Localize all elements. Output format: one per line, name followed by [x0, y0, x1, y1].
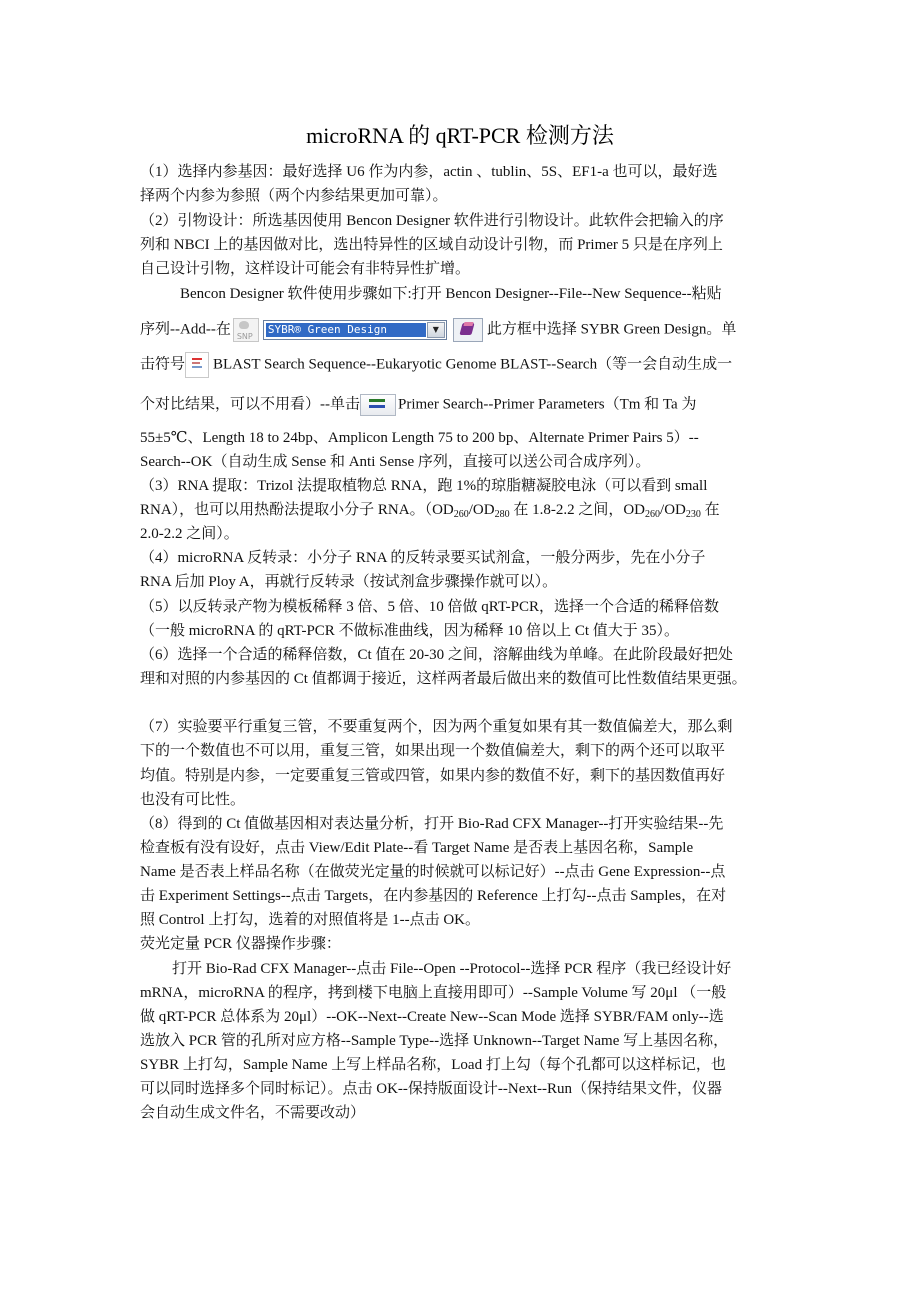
subscript: 280 [494, 509, 510, 520]
paragraph-line: （2）引物设计：所选基因使用 Bencon Designer 软件进行引物设计。此软件会把输入的序 [140, 213, 724, 229]
paragraph-line: 做 qRT-PCR 总体系为 20μl）--OK--Next--Create New--Scan Mode 选择 SYBR/FAM only--选 [140, 1009, 724, 1025]
paragraph-line: （3）RNA 提取：Trizol 法提取植物总 RNA，跑 1%的琼脂糖凝胶电泳（可以看到 small [140, 478, 708, 494]
book-page-shape [463, 322, 473, 326]
primer-icon-arrow [369, 399, 385, 402]
blast-search-icon[interactable] [185, 352, 209, 378]
paragraph-line-with-icons [140, 352, 732, 378]
paragraph-line: 照 Control 上打勾，选着的对照值将是 1--点击 OK。 [140, 912, 480, 928]
blast-icon-stroke [192, 362, 200, 364]
paragraph-line: 打开 Bio-Rad CFX Manager--点击 File--Open --Protocol--选择 PCR 程序（我已经设计好 [172, 961, 732, 977]
paragraph-line: 可以同时选择多个同时标记）。点击 OK--保持版面设计--Next--Run（保持结果文件，仪器 [140, 1081, 723, 1097]
paragraph-line: （5）以反转录产物为模板稀释 3 倍、5 倍、10 倍做 qRT-PCR，选择一个合适的稀释倍数 [140, 599, 719, 615]
blast-icon-stroke [192, 358, 202, 360]
inline-text: /OD [468, 502, 495, 518]
paragraph-line: 55±5℃、Length 18 to 24bp、Amplicon Length 75 to 200 bp、Alternate Primer Pairs 5）-- [140, 430, 699, 446]
section-heading: 荧光定量 PCR 仪器操作步骤： [140, 936, 341, 952]
paragraph-line: （6）选择一个合适的稀释倍数，Ct 值在 20-30 之间，溶解曲线为单峰。在此阶段最好把处 [140, 647, 733, 663]
paragraph-line: Search--OK（自动生成 Sense 和 Anti Sense 序列，直接可以送公司合成序列）。 [140, 454, 651, 470]
page-title: microRNA 的 qRT-PCR 检测方法 [306, 123, 614, 148]
paragraph-line: （8）得到的 Ct 值做基因相对表达量分析，打开 Bio-Rad CFX Manager--打开实验结果--先 [140, 816, 724, 832]
paragraph-line: SYBR 上打勾，Sample Name 上写上样品名称，Load 打上勾（每个孔都可以这样标记，也 [140, 1057, 726, 1073]
paragraph-line: （1）选择内参基因：最好选择 U6 作为内参，actin 、tublin、5S、EF1-a 也可以，最好选 [140, 164, 718, 180]
paragraph-line: RNA 后加 Ploy A，再就行反转录（按试剂盒步骤操作就可以）。 [140, 574, 558, 590]
paragraph-line: 选放入 PCR 管的孔所对应方格--Sample Type--选择 Unknown--Target Name 写上基因名称， [140, 1033, 729, 1049]
inline-text: 在 1.8-2.2 之间，OD [509, 502, 646, 518]
paragraph-line-with-icons [140, 318, 736, 342]
paragraph-line: （4）microRNA 反转录：小分子 RNA 的反转录要买试剂盒，一般分两步，先在小分子 [140, 550, 706, 566]
paragraph-line: 自己设计引物，这样设计可能会有非特异性扩增。 [140, 261, 471, 277]
inline-text: 个对比结果，可以不用看）--单击 [140, 396, 360, 413]
paragraph-line: （7）实验要平行重复三管，不要重复两个，因为两个重复如果有其一数值偏差大，那么剩 [140, 719, 733, 735]
paragraph-line: 也没有可比性。 [140, 792, 246, 808]
paragraph-line: 检查板有没有设好，点击 View/Edit Plate--看 Target Name 是否表上基因名称，Sample [140, 840, 694, 856]
inline-text: /OD [660, 502, 686, 518]
inline-text: Primer Search--Primer Parameters（Tm 和 Ta 为 [398, 396, 697, 413]
paragraph-line-with-icons [140, 394, 696, 416]
paragraph-line: mRNA，microRNA 的程序，拷到楼下电脑上直接用即可）--Sample Volume 写 20μl （一般 [140, 985, 727, 1001]
subscript: 230 [685, 509, 701, 520]
snp-icon[interactable] [233, 318, 259, 342]
paragraph-line: 击 Experiment Settings--点击 Targets，在内参基因的 Reference 上打勾--点击 Samples，在对 [140, 888, 727, 904]
paragraph-line: 下的一个数值也不可以用，重复三管，如果出现一个数值偏差大，剩下的两个还可以取平 [140, 743, 726, 759]
design-type-selected-value: SYBR® Green Design [266, 323, 426, 337]
subscript: 260 [645, 509, 661, 520]
paragraph-line: 均值。特别是内参，一定要重复三管或四管，如果内参的数值不好，剩下的基因数值再好 [140, 768, 726, 784]
inline-text: RNA），也可以用热酚法提取小分子 RNA。（OD [140, 502, 454, 518]
inline-text: 此方框中选择 SYBR Green Design。单 [486, 321, 737, 338]
paragraph-line: Bencon Designer 软件使用步骤如下:打开 Bencon Designer--File--New Sequence--粘贴 [180, 286, 722, 302]
subscript: 260 [453, 509, 469, 520]
blast-icon-stroke [192, 366, 202, 368]
paragraph-line: Name 是否表上样品名称（在做荧光定量的时候就可以标记好）--点击 Gene Expression--点 [140, 864, 726, 880]
inline-text: BLAST Search Sequence--Eukaryotic Genome BLAST--Search（等一会自动生成一 [213, 356, 733, 373]
paragraph-line: 会自动生成文件名，不需要改动） [140, 1105, 366, 1121]
chevron-down-icon[interactable]: ▼ [427, 322, 445, 338]
inline-text: 序列--Add--在 [140, 321, 231, 338]
design-book-icon[interactable] [453, 318, 483, 342]
paragraph-line [140, 500, 720, 520]
paragraph-line: （一般 microRNA 的 qRT-PCR 不做标准曲线，因为稀释 10 倍以上 Ct 值大于 35）。 [140, 623, 679, 639]
snp-icon-label: SNP [236, 332, 253, 341]
paragraph-line: 列和 NBCI 上的基因做对比，选出特异性的区域自动设计引物，而 Primer 5 只是在序列上 [140, 237, 723, 253]
primer-icon-arrow [369, 405, 385, 408]
inline-text: 击符号 [140, 356, 186, 373]
paragraph-line: 理和对照的内参基因的 Ct 值都调于接近，这样两者最后做出来的数值可比性数值结果更强。 [140, 671, 747, 687]
inline-text: 在 [700, 502, 720, 518]
paragraph-line: 2.0-2.2 之间）。 [140, 526, 239, 542]
design-type-select[interactable] [263, 320, 447, 340]
snp-cap-shape [239, 321, 249, 329]
paragraph-line: 择两个内参为参照（两个内参结果更加可靠）。 [140, 188, 448, 204]
primer-search-icon[interactable] [360, 394, 396, 416]
